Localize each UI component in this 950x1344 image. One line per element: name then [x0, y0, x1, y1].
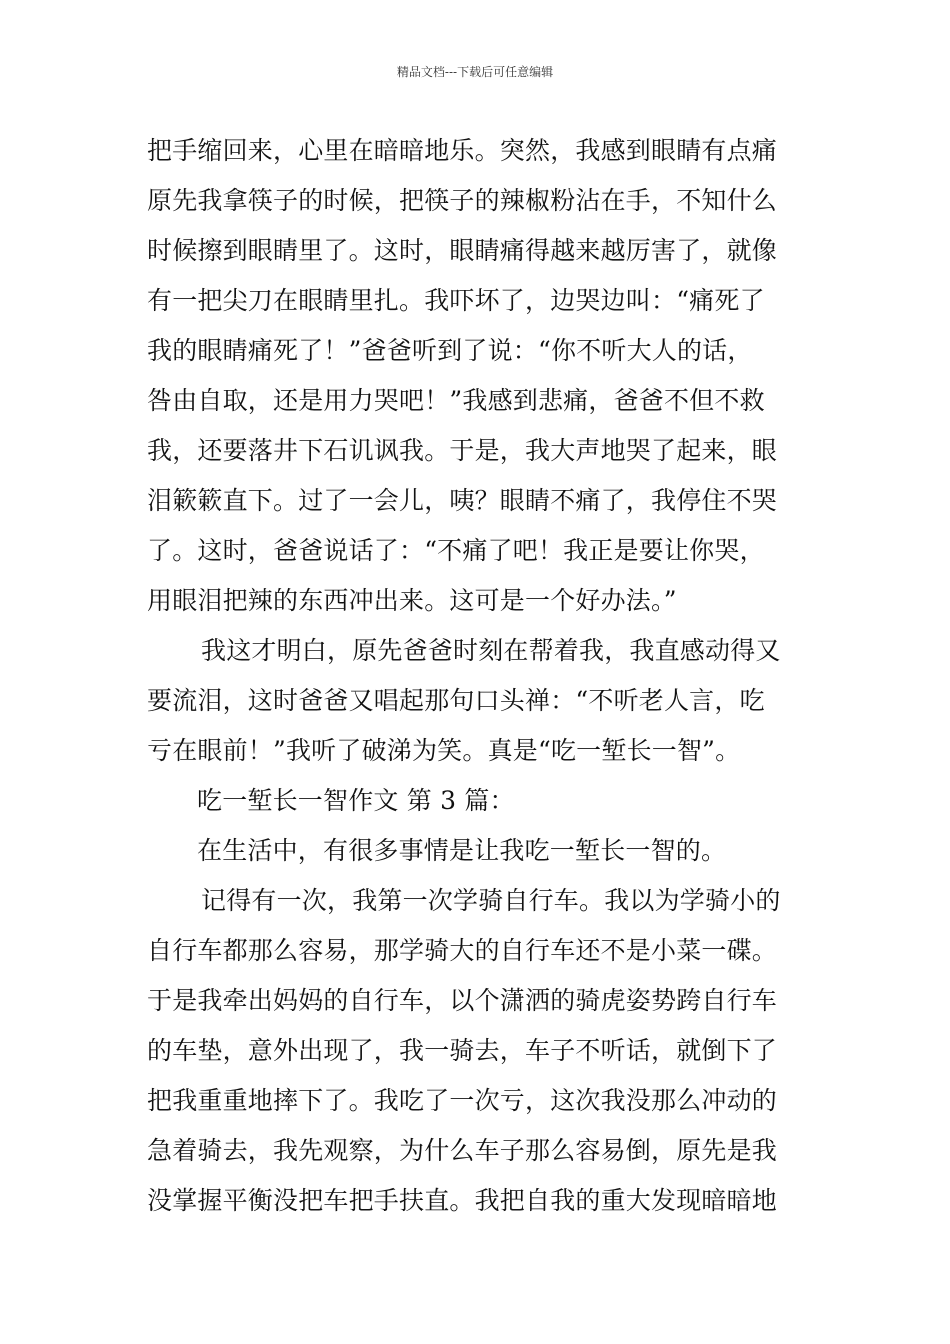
text-line: 自行车都那么容易，那学骑大的自行车还不是小菜一碟。: [147, 936, 778, 965]
paragraph-start-line: 记得有一次，我第一次学骑自行车。我以为学骑小的: [201, 886, 781, 915]
text-line: 把手缩回来，心里在暗暗地乐。突然，我感到眼睛有点痛: [147, 136, 778, 165]
text-line: 有一把尖刀在眼睛里扎。我吓坏了，边哭边叫：“痛死了: [147, 286, 765, 315]
page-header: 精品文档---下载后可任意编辑: [396, 65, 554, 79]
text-line: 泪簌簌直下。过了一会儿，咦？眼睛不痛了，我停住不哭: [147, 486, 778, 515]
text-line: 了。这时，爸爸说话了：“不痛了吧！我正是要让你哭，: [147, 536, 765, 565]
text-line: 没掌握平衡没把车把手扶直。我把自我的重大发现暗暗地: [147, 1186, 778, 1215]
paragraph-start-line: 在生活中，有很多事情是让我吃一堑长一智的。: [197, 836, 727, 865]
text-line: 时候擦到眼睛里了。这时，眼睛痛得越来越厉害了，就像: [147, 236, 778, 265]
text-line: 于是我牵出妈妈的自行车，以个潇洒的骑虎姿势跨自行车: [147, 986, 778, 1015]
section-heading: 吃一堑长一智作文 第 3 篇：: [197, 786, 515, 815]
paragraph-start-line: 我这才明白，原先爸爸时刻在帮着我，我直感动得又: [201, 636, 781, 665]
text-line: 把我重重地摔下了。我吃了一次亏，这次我没那么冲动的: [147, 1086, 778, 1115]
document-body: [147, 126, 817, 1226]
text-line: 原先我拿筷子的时候，把筷子的辣椒粉沾在手，不知什么: [147, 186, 778, 215]
text-line: 要流泪，这时爸爸又唱起那句口头禅：“不听老人言，吃: [147, 686, 765, 715]
text-line: 我，还要落井下石讥讽我。于是，我大声地哭了起来，眼: [147, 436, 778, 465]
text-line: 急着骑去，我先观察，为什么车子那么容易倒，原先是我: [147, 1136, 778, 1165]
text-line: 的车垫，意外出现了，我一骑去，车子不听话，就倒下了: [147, 1036, 778, 1065]
text-line: 亏在眼前！”我听了破涕为笑。真是“吃一堑长一智”。: [147, 736, 741, 765]
text-line: 我的眼睛痛死了！”爸爸听到了说：“你不听大人的话，: [147, 336, 753, 365]
text-line: 咎由自取，还是用力哭吧！”我感到悲痛，爸爸不但不救: [147, 386, 765, 415]
text-line: 用眼泪把辣的东西冲出来。这可是一个好办法。”: [147, 586, 677, 615]
